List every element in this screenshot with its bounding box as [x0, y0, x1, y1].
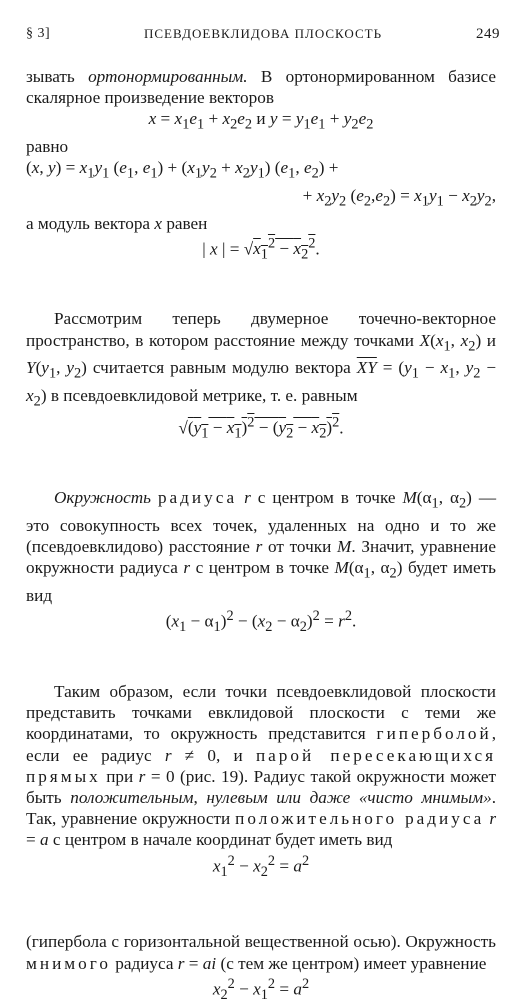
- spacer: [26, 900, 496, 914]
- math-formula: $x_1^2 - x_2^2 = a^2$: [212, 852, 310, 880]
- running-header: [26, 22, 500, 46]
- section-number: § 3]: [26, 26, 51, 41]
- math-formula: $x = x_1e_1 + x_2e_2$ и $y = y_1e_1 + y_2e_2$: [148, 109, 374, 133]
- math-formula: $(x_1 - \alpha_1)^2 - (x_2 - \alpha_2)^2 = r^2$.: [165, 608, 357, 636]
- spacer: [26, 283, 496, 291]
- page-body: [26, 66, 496, 1006]
- text-paragraph: Окружность радиуса r с центром в точке $M(\alpha_1$, $\alpha_2$) — это совокупность всех точек, удаленных на одно и то же (псевдоевклидово) расстояние r от точки M. Значит, уравнение окружности радиуса r с центром в точке $M(\alpha_1$, $\alpha_2$) будет иметь вид: [26, 488, 497, 606]
- text-paragraph: (гипербола с горизонтальной вещественной осью). Окружность мнимого радиуса r = ai (с тем же центром) имеет уравнение: [26, 932, 496, 973]
- text-paragraph: равно: [26, 137, 69, 157]
- math-formula: $x_2^2 - x_1^2 = a^2$: [212, 975, 310, 1003]
- math-formula: $√(y_1 - x_1)^2 - (y_2 - x_2)^2$.: [178, 414, 344, 442]
- spacer: [26, 462, 496, 470]
- page-number: 249: [476, 26, 500, 42]
- spacer: [26, 656, 496, 664]
- math-formula: | x | = $√x_1^2 - x_2^2$.: [202, 235, 320, 263]
- math-formula: + $x_2y_2$ $(e_2,e_2) = x_1y_1 - x_2y_2$,: [302, 185, 496, 210]
- running-title: ПСЕВДОЕВКЛИДОВА ПЛОСКОСТЬ: [143, 26, 383, 41]
- text-paragraph: Рассмотрим теперь двумерное точечно-векторное пространство, в котором расстояние между точками $X(x_1$, $x_2$) и $Y(y_1$, $y_2$) считается равным модулю вектора $\overline{XY} = (y_1 - x_1$, $y_2 - x_2$) в псевдоевклидовой метрике, т. е. равным: [26, 309, 497, 410]
- text-paragraph: Таким образом, если точки псевдоевклидовой плоскости представить точками евклидовой плоскости с теми же координатами, то окружность представится гиперболой, если ее радиус r ≠ 0, и парой пересекающихся прямых при r = 0 (рис. 19). Радиус такой окружности может быть положительным, нулевым или даже «чисто мнимым». Так, уравнение окружности положительного радиуса r = a с центром в начале координат будет иметь вид: [26, 682, 497, 850]
- text-paragraph: (x, $y) = x_1y_1$ ($e_1$, $e_1) + (x_1y_2 + x_2y_1)$ ($e_1$, $e_2$) +: [26, 158, 339, 182]
- text-paragraph: зывать ортонормированным. В ортонормированном базисе скалярное произведение векторов: [26, 67, 496, 108]
- text-paragraph: а модуль вектора x равен: [26, 213, 208, 233]
